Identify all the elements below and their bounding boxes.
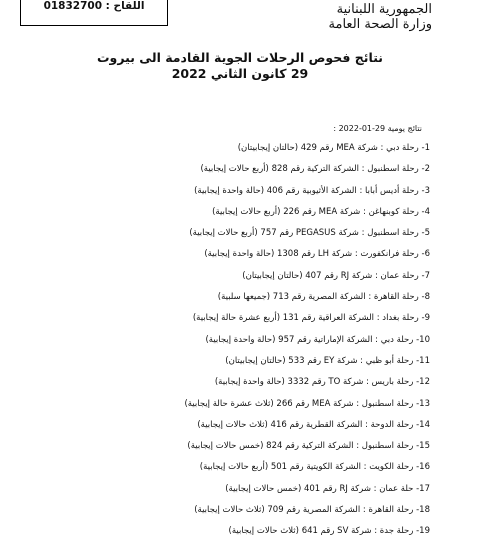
flight-number-label: 2- — [421, 164, 430, 175]
flight-number-label: 19- — [416, 526, 430, 537]
flight-number-label: 15- — [416, 441, 430, 452]
flight-result-item — [40, 372, 430, 393]
flight-result-item — [40, 308, 430, 329]
flight-number-label: 13- — [416, 398, 430, 409]
flight-number-label: 16- — [416, 462, 430, 473]
flight-result-text: رحلة فرانكفورت : شركة LH رقم 1308 (حالة واحدة إيجابية) — [204, 249, 419, 260]
flight-result-text: رحلة كوبنهاغن : شركة MEA رقم 226 (أربع حالات إيجابية) — [212, 206, 419, 217]
flight-result-item — [40, 330, 430, 351]
flight-number-label: 10- — [416, 334, 430, 345]
flight-result-item — [40, 479, 430, 500]
flight-result-text: رحلة عمان : شركة RJ رقم 407 (حالتان إيجابيتان) — [242, 270, 419, 281]
flight-result-text: رحلة القاهرة : الشركة المصرية رقم 713 (جميعها سلبية) — [217, 292, 419, 303]
flight-number-label: 6- — [421, 249, 430, 260]
flight-number-label: 12- — [416, 377, 430, 388]
flight-number-label: 8- — [421, 292, 430, 303]
flight-results-list — [40, 138, 430, 543]
flight-result-text: حلة عمان : شركة RJ رقم 401 (خمس حالات إيجابية) — [225, 483, 414, 494]
flight-result-text: رحلة جدة : شركة SV رقم 641 (ثلاث حالات إيجابية) — [228, 526, 414, 537]
flight-number-label: 3- — [421, 185, 430, 196]
flight-result-text: رحلة بغداد : الشركة العراقية رقم 131 (أربع عشرة حالة إيجابية) — [192, 313, 419, 324]
ministry-name: وزارة الصحة العامة — [328, 17, 432, 32]
flight-result-item — [40, 202, 430, 223]
flight-number-label: 18- — [416, 505, 430, 516]
hotline-notice-box — [20, 0, 168, 26]
flight-result-item — [40, 457, 430, 478]
flight-number-label: 7- — [421, 270, 430, 281]
flight-result-item — [40, 266, 430, 287]
flight-number-label: 9- — [421, 313, 430, 324]
flight-result-item — [40, 521, 430, 542]
flight-number-label: 1- — [421, 143, 430, 153]
document-title — [0, 50, 480, 82]
title-line-1: نتائج فحوص الرحلات الجوية القادمة الى بيروت — [97, 50, 383, 65]
flight-result-item — [40, 500, 430, 521]
flight-number-label: 17- — [416, 483, 430, 494]
flight-result-text: رحلة اسطنبول : شركة PEGASUS رقم 757 (أربع حالات إيجابية) — [189, 228, 419, 239]
flight-number-label: 4- — [421, 206, 430, 217]
notice-line-2: اللقاح : 01832700 — [43, 0, 145, 12]
flight-result-text: رحلة اسطنبول : الشركة التركية رقم 828 (أربع حالات إيجابية) — [200, 164, 419, 175]
intro-text: نتائج يومية 29-01-2022 : — [333, 124, 422, 133]
flight-result-text: رحلة القاهرة : الشركة المصرية رقم 709 (ثلاث حالات إيجابية) — [194, 505, 414, 516]
flight-result-item — [40, 244, 430, 265]
flight-result-text: رحلة دبي : الشركة الإماراتية رقم 957 (حالة واحدة إيجابية) — [205, 334, 414, 345]
flight-result-item — [40, 351, 430, 372]
flight-result-text: رحلة أبو ظبي : شركة EY رقم 533 (حالتان إيجابيتان) — [225, 355, 414, 366]
flight-result-item — [40, 181, 430, 202]
ministry-header — [329, 2, 432, 32]
flight-result-text: رحلة الدوحة : الشركة القطرية رقم 416 (ثلاث حالات إيجابية) — [197, 419, 414, 430]
republic-name: الجمهورية اللبنانية — [336, 2, 432, 17]
flight-number-label: 11- — [416, 355, 430, 366]
flight-result-item — [40, 394, 430, 415]
flight-result-text: رحلة اسطنبول : الشركة التركية رقم 824 (خمس حالات إيجابية) — [187, 441, 414, 452]
flight-result-text: رحلة الكويت : الشركة الكويتية رقم 501 (أربع حالات إيجابية) — [199, 462, 414, 473]
flight-result-item — [40, 223, 430, 244]
flight-result-item — [40, 159, 430, 180]
flight-result-text: رحلة أديس أبابا : الشركة الأثيوبية رقم 406 (حالة واحدة إيجابية) — [194, 185, 419, 196]
flight-result-item — [40, 436, 430, 457]
flight-number-label: 14- — [416, 419, 430, 430]
flight-result-item — [40, 138, 430, 159]
flight-number-label: 5- — [421, 228, 430, 239]
flight-result-item — [40, 287, 430, 308]
flight-result-text: رحلة اسطنبول : شركة MEA رقم 266 (ثلاث عشرة حالة إيجابية) — [184, 398, 414, 409]
flight-result-text: رحلة دبي : شركة MEA رقم 429 (حالتان إيجابيتان) — [237, 143, 419, 153]
flight-result-text: رحلة باريس : شركة TO رقم 3332 (حالة واحدة إيجابية) — [214, 377, 414, 388]
flight-result-item — [40, 415, 430, 436]
title-date: 29 كانون الثاني 2022 — [171, 66, 309, 81]
